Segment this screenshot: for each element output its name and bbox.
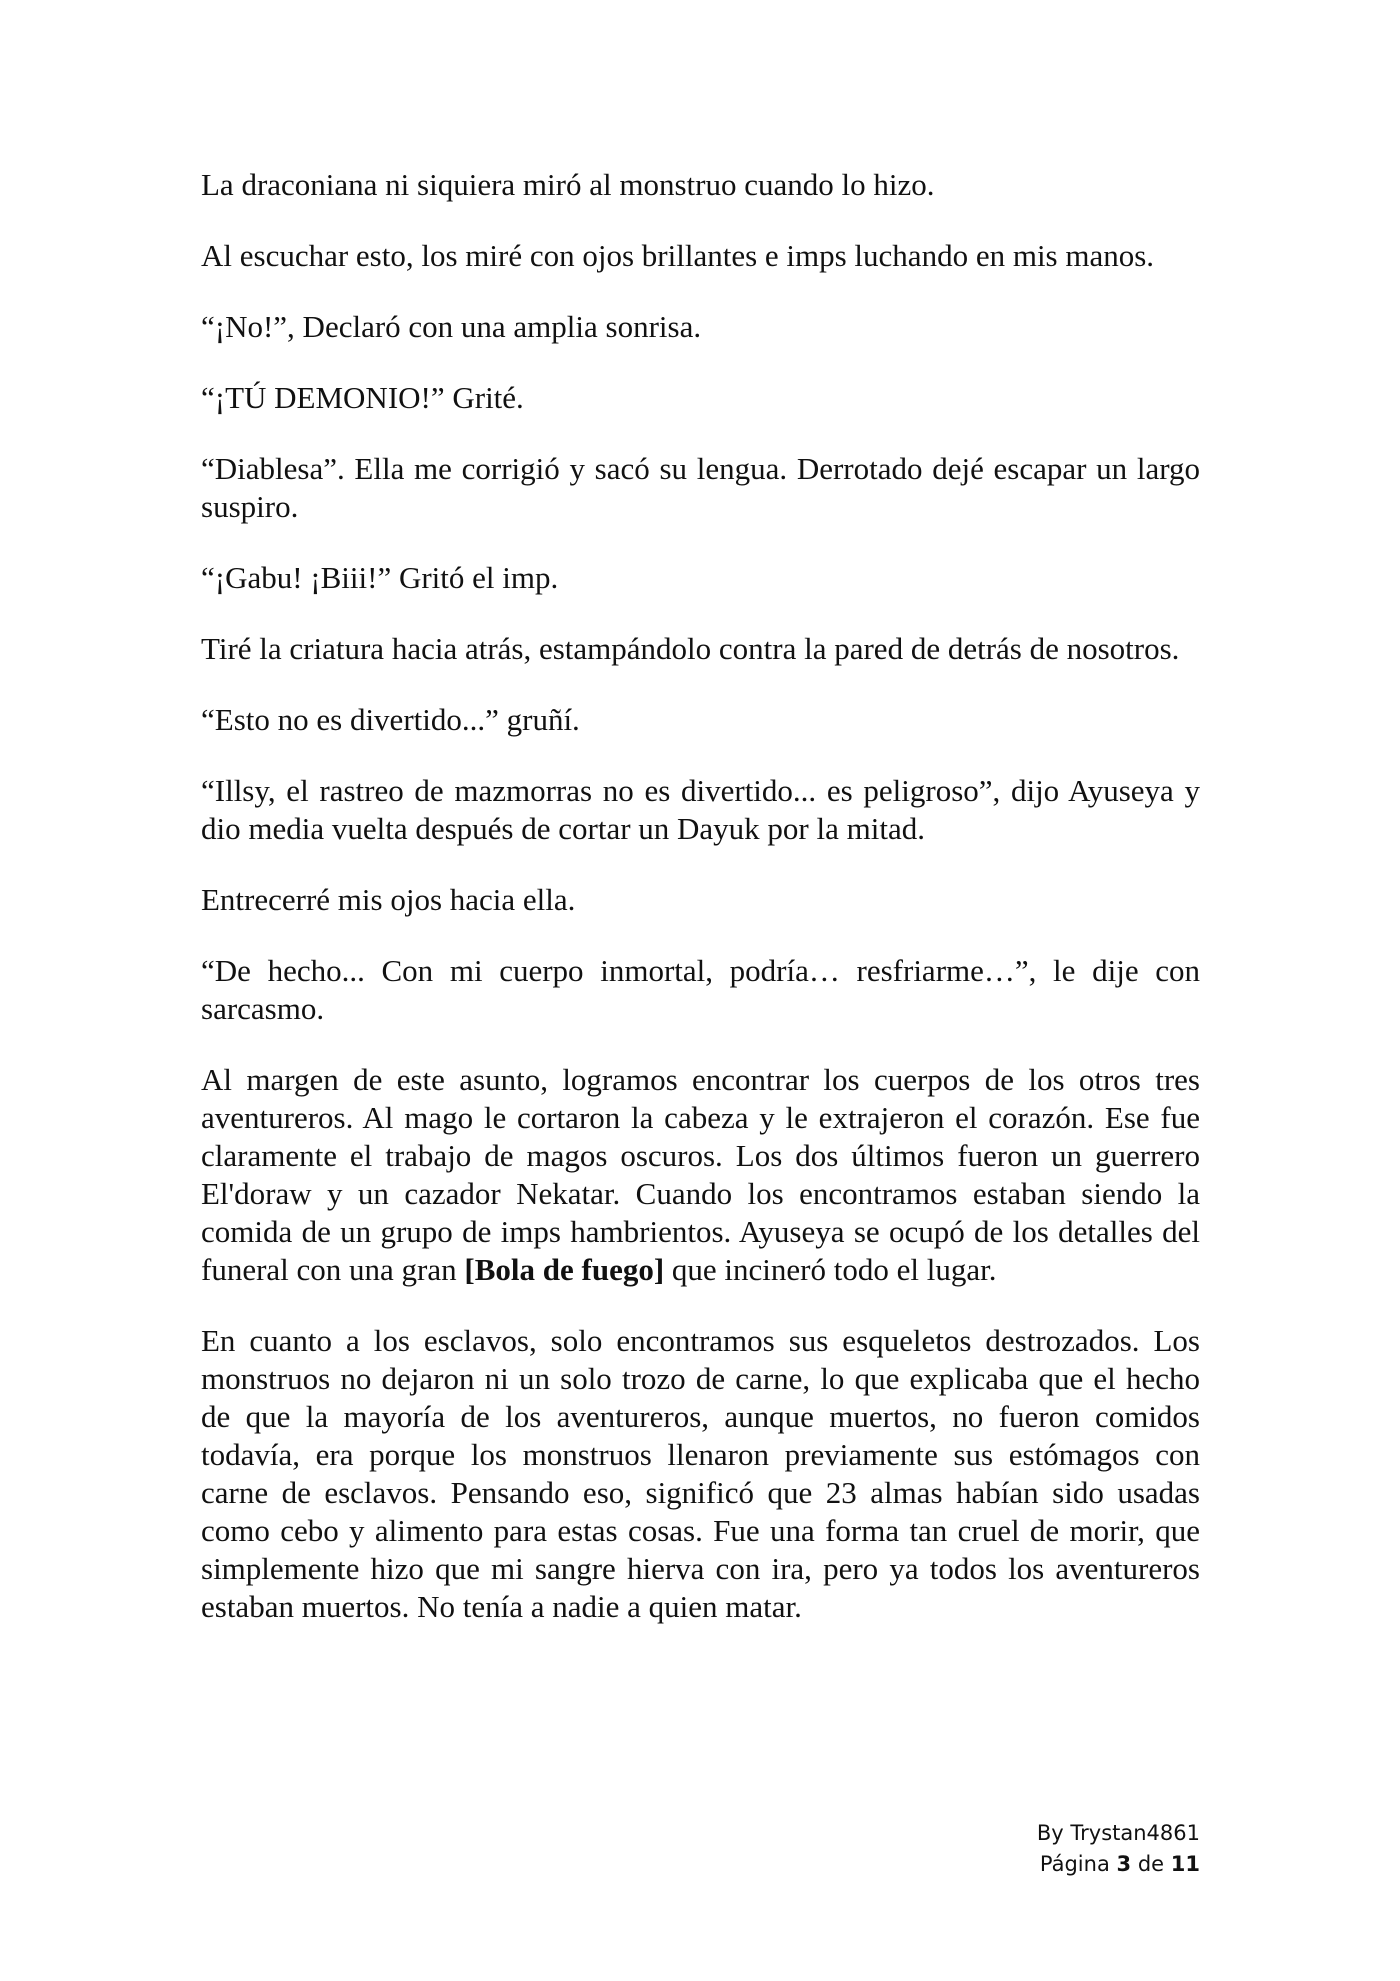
footer-author: By Trystan4861 xyxy=(1036,1821,1200,1845)
page-footer xyxy=(1037,1818,1200,1880)
page-of: de xyxy=(1137,1852,1165,1876)
page-total: 11 xyxy=(1170,1852,1200,1876)
paragraph: “De hecho... Con mi cuerpo inmortal, podría… resfriarme…”, le dije con sarcasmo. xyxy=(201,953,1200,1026)
body-text xyxy=(201,166,1200,1659)
paragraph: “¡No!”, Declaró con una amplia sonrisa. xyxy=(201,309,702,344)
funeral-text-before: Al margen de este asunto, logramos encontrar los cuerpos de los otros tres aventureros. Al mago le cortaron la cabeza y le extrajeron el corazón. Ese fue claramente el trabajo de magos oscuros. Los dos últimos fueron un guerrero El'doraw y un cazador Nekatar. Cuando los encontramos estaban siendo la comida de un grupo de imps hambrientos. Ayuseya se ocupó de los detalles del funeral con una gran xyxy=(201,1062,1200,1287)
paragraph: Tiré la criatura hacia atrás, estampándolo contra la pared de detrás de nosotros. xyxy=(201,631,1180,666)
page-number xyxy=(1037,1849,1200,1880)
paragraph: La draconiana ni siquiera miró al monstruo cuando lo hizo. xyxy=(201,167,935,202)
paragraph: Entrecerré mis ojos hacia ella. xyxy=(201,882,576,917)
paragraph: “¡TÚ DEMONIO!” Grité. xyxy=(201,380,524,415)
paragraph: Al escuchar esto, los miré con ojos brillantes e imps luchando en mis manos. xyxy=(201,238,1155,273)
paragraph: “Esto no es divertido...” gruñí. xyxy=(201,702,580,737)
paragraph: “Illsy, el rastreo de mazmorras no es divertido... es peligroso”, dijo Ayuseya y dio media vuelta después de cortar un Dayuk por la mitad. xyxy=(201,773,1200,846)
slaves-paragraph: En cuanto a los esclavos, solo encontramos sus esqueletos destrozados. Los monstruos no dejaron ni un solo trozo de carne, lo que explicaba que el hecho de que la mayoría de los aventureros, aunque muertos, no fueron comidos todavía, era porque los monstruos llenaron previamente sus estómagos con carne de esclavos. Pensando eso, significó que 23 almas habían sido usadas como cebo y alimento para estas cosas. Fue una forma tan cruel de morir, que simplemente hizo que mi sangre hierva con ira, pero ya todos los aventureros estaban muertos. No tenía a nadie a quien matar. xyxy=(201,1323,1200,1624)
funeral-text-after: que incineró todo el lugar. xyxy=(664,1252,997,1287)
paragraph: “Diablesa”. Ella me corrigió y sacó su lengua. Derrotado dejé escapar un largo suspiro. xyxy=(201,451,1200,524)
page-current: 3 xyxy=(1116,1852,1132,1876)
funeral-paragraph xyxy=(201,1061,1200,1289)
page-label: Página xyxy=(1039,1852,1110,1876)
paragraph: “¡Gabu! ¡Biii!” Gritó el imp. xyxy=(201,560,559,595)
spell-name: [Bola de fuego] xyxy=(464,1252,665,1287)
